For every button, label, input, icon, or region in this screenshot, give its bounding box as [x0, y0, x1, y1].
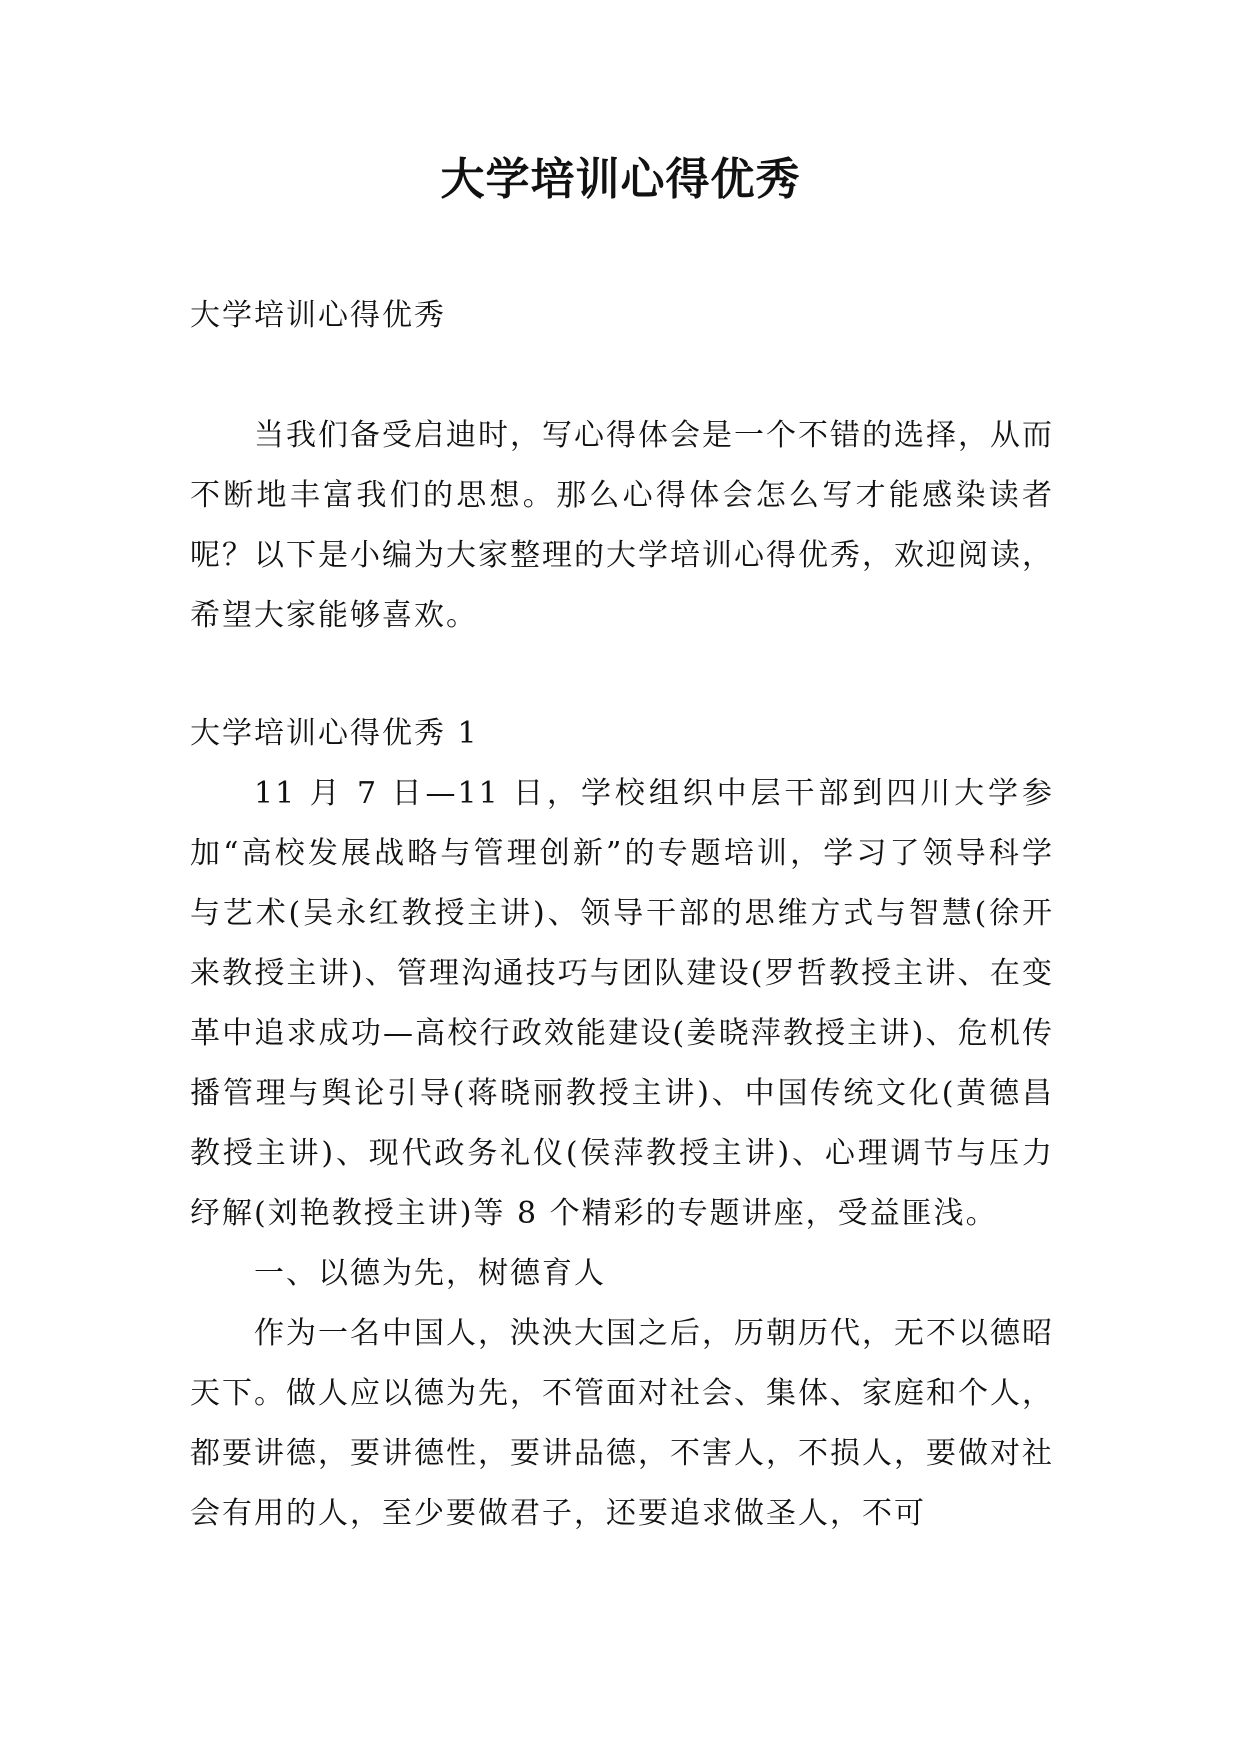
section-paragraph: 11 月 7 日—11 日，学校组织中层干部到四川大学参加“高校发展战略与管理创新”的专题培训，学习了领导科学与艺术(吴永红教授主讲)、领导干部的思维方式与智慧(徐开来教授主讲)、管理沟通技巧与团队建设(罗哲教授主讲、在变革中追求成功—高校行政效能建设(姜晓萍教授主讲)、危机传播管理与舆论引导(蒋晓丽教授主讲)、中国传统文化(黄德昌教授主讲)、现代政务礼仪(侯萍教授主讲)、心理调节与压力纾解(刘艳教授主讲)等 8 个精彩的专题讲座，受益匪浅。 — [190, 776, 1054, 1231]
item-heading: 一、以德为先，树德育人 — [254, 1256, 606, 1291]
intro-paragraph: 当我们备受启迪时，写心得体会是一个不错的选择，从而不断地丰富我们的思想。那么心得体会怎么写才能感染读者呢？以下是小编为大家整理的大学培训心得优秀，欢迎阅读，希望大家能够喜欢。 — [190, 418, 1054, 633]
item-paragraph: 作为一名中国人，泱泱大国之后，历朝历代，无不以德昭天下。做人应以德为先，不管面对社会、集体、家庭和个人，都要讲德，要讲德性，要讲品德，不害人，不损人，要做对社会有用的人，至少要做君子，还要追求做圣人，不可 — [190, 1316, 1054, 1531]
document-subtitle: 大学培训心得优秀 — [190, 298, 446, 333]
section-heading: 大学培训心得优秀 1 — [190, 716, 479, 751]
document-body — [190, 286, 1054, 1544]
document-title: 大学培训心得优秀 — [440, 154, 801, 205]
